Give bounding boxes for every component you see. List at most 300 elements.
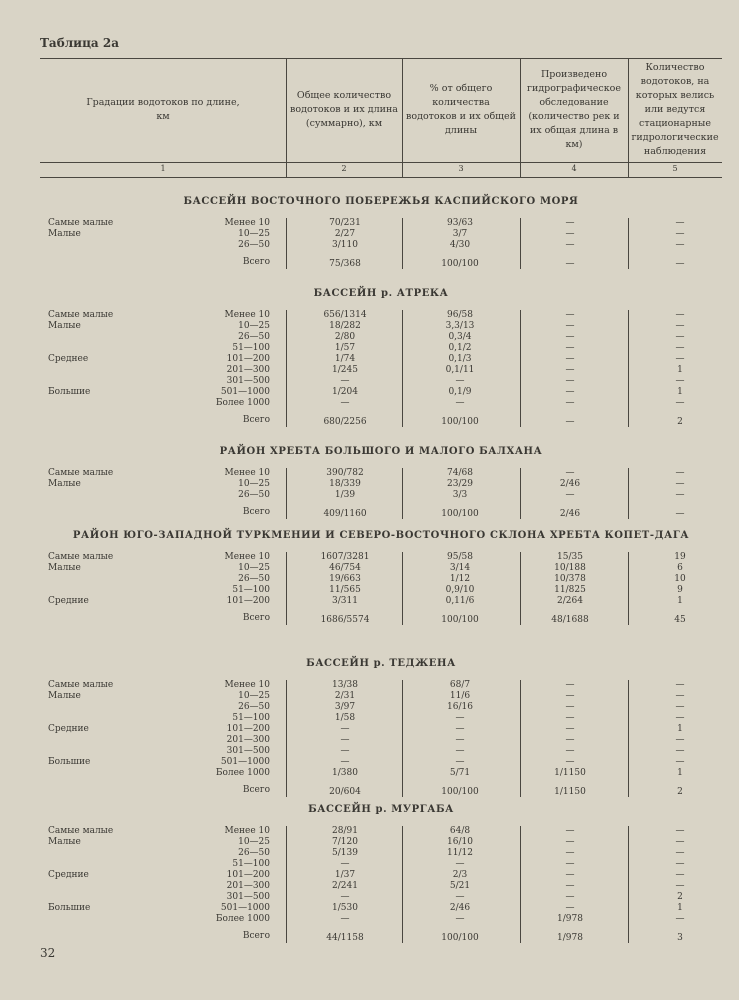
- percent-value: 64/8: [449, 826, 471, 836]
- column-separator: [402, 218, 403, 269]
- surveyed-value: —: [565, 354, 575, 364]
- length-range: 10—25: [238, 837, 270, 847]
- category-label: Большие: [48, 757, 91, 767]
- table-row: [40, 892, 722, 903]
- percent-value: 11/6: [449, 691, 471, 701]
- stations-value: —: [675, 398, 685, 408]
- stations-value: —: [675, 691, 685, 701]
- category-label: Самые малые: [48, 310, 114, 320]
- surveyed-value: —: [565, 713, 575, 723]
- percent-value: 1/12: [449, 574, 471, 584]
- total-surveyed: —: [565, 417, 575, 427]
- length-range: 301—500: [226, 892, 270, 902]
- table-row: [40, 713, 722, 724]
- table-row: [40, 490, 722, 501]
- surveyed-value: 1/1150: [554, 768, 586, 778]
- count-length-value: —: [340, 746, 350, 756]
- percent-value: —: [455, 735, 465, 745]
- stations-value: —: [675, 680, 685, 690]
- column-separator: [402, 826, 403, 943]
- count-length-value: 1/37: [334, 870, 356, 880]
- table-row: [40, 365, 722, 376]
- percent-value: 96/58: [447, 310, 473, 320]
- surveyed-value: —: [565, 826, 575, 836]
- table-row: [40, 596, 722, 607]
- column-separator: [286, 552, 287, 625]
- count-length-value: 46/754: [329, 563, 361, 573]
- percent-value: 2/3: [452, 870, 468, 880]
- length-range: 201—300: [226, 365, 270, 375]
- total-percent: 100/100: [441, 509, 479, 519]
- surveyed-value: —: [565, 240, 575, 250]
- length-range: Менее 10: [224, 310, 270, 320]
- category-label: Среднее: [48, 354, 89, 364]
- column-separator: [628, 218, 629, 269]
- percent-value: 3/3: [452, 490, 468, 500]
- length-range: 10—25: [238, 563, 270, 573]
- column-separator: [628, 552, 629, 625]
- table-row: [40, 848, 722, 859]
- percent-value: 11/12: [447, 848, 473, 858]
- table-row: [40, 398, 722, 409]
- length-range: 10—25: [238, 479, 270, 489]
- count-length-value: 3/110: [332, 240, 358, 250]
- length-range: Менее 10: [224, 468, 270, 478]
- length-range: 26—50: [238, 332, 270, 342]
- surveyed-value: —: [565, 490, 575, 500]
- count-length-value: 2/241: [332, 881, 358, 891]
- total-label: Всего: [242, 507, 270, 517]
- length-range: 10—25: [238, 691, 270, 701]
- total-surveyed: 2/46: [559, 509, 581, 519]
- total-row: [40, 785, 722, 796]
- table-row: [40, 914, 722, 925]
- stations-value: 2: [677, 892, 683, 902]
- category-label: Самые малые: [48, 552, 114, 562]
- surveyed-value: —: [565, 870, 575, 880]
- count-length-value: —: [340, 398, 350, 408]
- length-range: Менее 10: [224, 552, 270, 562]
- percent-value: —: [455, 724, 465, 734]
- stations-value: —: [675, 870, 685, 880]
- count-length-value: 1/530: [332, 903, 358, 913]
- column-separator: [628, 468, 629, 519]
- percent-value: 3,3/13: [445, 321, 475, 331]
- stations-value: 10: [674, 574, 686, 584]
- category-label: Самые малые: [48, 826, 114, 836]
- length-range: 26—50: [238, 574, 270, 584]
- table-row: [40, 468, 722, 479]
- surveyed-value: —: [565, 332, 575, 342]
- stations-value: 1: [677, 903, 683, 913]
- surveyed-value: 10/188: [554, 563, 586, 573]
- total-percent: 100/100: [441, 787, 479, 797]
- surveyed-value: —: [565, 746, 575, 756]
- surveyed-value: —: [565, 724, 575, 734]
- count-length-value: 28/91: [332, 826, 358, 836]
- header-col-num: 3: [458, 164, 464, 173]
- column-separator: [520, 680, 521, 797]
- table-row: [40, 343, 722, 354]
- percent-value: 0,3/4: [448, 332, 472, 342]
- column-separator: [628, 826, 629, 943]
- count-length-value: 1607/3281: [320, 552, 370, 562]
- category-label: Средние: [48, 724, 89, 734]
- percent-value: 4/30: [449, 240, 471, 250]
- length-range: Менее 10: [224, 218, 270, 228]
- stations-value: —: [675, 229, 685, 239]
- column-separator: [628, 680, 629, 797]
- column-separator: [520, 468, 521, 519]
- surveyed-value: —: [565, 680, 575, 690]
- total-row: [40, 507, 722, 518]
- total-label: Всего: [242, 257, 270, 267]
- count-length-value: —: [340, 735, 350, 745]
- count-length-value: 1/204: [332, 387, 358, 397]
- count-length-value: 1/39: [334, 490, 356, 500]
- table-row: [40, 870, 722, 881]
- total-surveyed: 1/978: [557, 933, 583, 943]
- total-stations: 2: [677, 417, 683, 427]
- category-label: Большие: [48, 387, 91, 397]
- table-row: [40, 240, 722, 251]
- total-row: [40, 931, 722, 942]
- column-separator: [520, 310, 521, 427]
- stations-value: —: [675, 702, 685, 712]
- total-label: Всего: [242, 785, 270, 795]
- category-label: Малые: [48, 691, 81, 701]
- percent-value: 0,1/9: [448, 387, 472, 397]
- category-label: Малые: [48, 229, 81, 239]
- table-row: [40, 310, 722, 321]
- count-length-value: 7/120: [332, 837, 358, 847]
- total-label: Всего: [242, 931, 270, 941]
- surveyed-value: 2/264: [557, 596, 583, 606]
- stations-value: —: [675, 321, 685, 331]
- surveyed-value: —: [565, 376, 575, 386]
- total-surveyed: —: [565, 259, 575, 269]
- surveyed-value: —: [565, 218, 575, 228]
- table-caption: Таблица 2а: [40, 36, 120, 50]
- percent-value: 0,1/2: [448, 343, 472, 353]
- table-row: [40, 585, 722, 596]
- category-label: Самые малые: [48, 468, 114, 478]
- column-separator: [286, 680, 287, 797]
- percent-value: 93/63: [447, 218, 473, 228]
- total-count-length: 44/1158: [326, 933, 364, 943]
- total-percent: 100/100: [441, 259, 479, 269]
- surveyed-value: —: [565, 881, 575, 891]
- table-row: [40, 229, 722, 240]
- percent-value: —: [455, 746, 465, 756]
- count-length-value: 3/97: [334, 702, 356, 712]
- section-title: БАССЕЙН р. АТРЕКА: [313, 288, 449, 299]
- header-col-num: 4: [571, 164, 577, 173]
- length-range: 101—200: [226, 870, 270, 880]
- surveyed-value: —: [565, 321, 575, 331]
- percent-value: 74/68: [447, 468, 473, 478]
- total-stations: 3: [677, 933, 683, 943]
- category-label: Средние: [48, 596, 89, 606]
- stations-value: —: [675, 914, 685, 924]
- table-row: [40, 354, 722, 365]
- total-label: Всего: [242, 415, 270, 425]
- surveyed-value: —: [565, 702, 575, 712]
- table-row: [40, 691, 722, 702]
- surveyed-value: —: [565, 837, 575, 847]
- percent-value: 0,1/3: [448, 354, 472, 364]
- surveyed-value: —: [565, 757, 575, 767]
- count-length-value: 19/663: [329, 574, 361, 584]
- percent-value: —: [455, 914, 465, 924]
- percent-value: 68/7: [449, 680, 471, 690]
- length-range: 26—50: [238, 702, 270, 712]
- percent-value: —: [455, 376, 465, 386]
- header-col-num: 5: [672, 164, 678, 173]
- count-length-value: 2/80: [334, 332, 356, 342]
- total-row: [40, 415, 722, 426]
- length-range: 501—1000: [220, 903, 270, 913]
- count-length-value: 3/311: [332, 596, 358, 606]
- total-row: [40, 257, 722, 268]
- percent-value: 95/58: [447, 552, 473, 562]
- length-range: 201—300: [226, 735, 270, 745]
- stations-value: —: [675, 859, 685, 869]
- table-row: [40, 218, 722, 229]
- count-length-value: 1/58: [334, 713, 356, 723]
- length-range: 51—100: [232, 343, 270, 353]
- total-surveyed: 1/1150: [554, 787, 586, 797]
- category-label: Малые: [48, 479, 81, 489]
- column-separator: [402, 310, 403, 427]
- length-range: 101—200: [226, 724, 270, 734]
- percent-value: 0,9/10: [445, 585, 475, 595]
- surveyed-value: —: [565, 310, 575, 320]
- surveyed-value: —: [565, 859, 575, 869]
- surveyed-value: 1/978: [557, 914, 583, 924]
- stations-value: 1: [677, 768, 683, 778]
- total-surveyed: 48/1688: [551, 615, 589, 625]
- stations-value: —: [675, 837, 685, 847]
- stations-value: —: [675, 881, 685, 891]
- column-separator: [402, 552, 403, 625]
- count-length-value: 18/339: [329, 479, 361, 489]
- table-header: [40, 58, 722, 178]
- stations-value: —: [675, 332, 685, 342]
- table-row: [40, 859, 722, 870]
- count-length-value: 5/139: [332, 848, 358, 858]
- count-length-value: 656/1314: [323, 310, 367, 320]
- table-row: [40, 552, 722, 563]
- stations-value: —: [675, 376, 685, 386]
- table-row: [40, 479, 722, 490]
- surveyed-value: —: [565, 365, 575, 375]
- stations-value: —: [675, 354, 685, 364]
- column-separator: [520, 552, 521, 625]
- count-length-value: —: [340, 724, 350, 734]
- percent-value: 5/21: [449, 881, 471, 891]
- stations-value: —: [675, 848, 685, 858]
- table-row: [40, 757, 722, 768]
- table-row: [40, 321, 722, 332]
- table-row: [40, 735, 722, 746]
- length-range: 201—300: [226, 881, 270, 891]
- column-separator: [402, 468, 403, 519]
- total-stations: 45: [674, 615, 686, 625]
- total-stations: —: [675, 259, 685, 269]
- stations-value: 1: [677, 596, 683, 606]
- table-row: [40, 680, 722, 691]
- count-length-value: —: [340, 859, 350, 869]
- count-length-value: 13/38: [332, 680, 358, 690]
- percent-value: 3/14: [449, 563, 471, 573]
- category-label: Малые: [48, 837, 81, 847]
- table-row: [40, 837, 722, 848]
- category-label: Малые: [48, 321, 81, 331]
- stations-value: —: [675, 343, 685, 353]
- surveyed-value: —: [565, 343, 575, 353]
- count-length-value: —: [340, 757, 350, 767]
- column-separator: [628, 310, 629, 427]
- stations-value: 19: [674, 552, 686, 562]
- count-length-value: 1/380: [332, 768, 358, 778]
- stations-value: —: [675, 490, 685, 500]
- total-count-length: 75/368: [329, 259, 361, 269]
- total-stations: 2: [677, 787, 683, 797]
- count-length-value: 390/782: [326, 468, 364, 478]
- count-length-value: —: [340, 892, 350, 902]
- header-col-num: 2: [341, 164, 347, 173]
- header-col-2: Общее количество водотоков и их длина (суммарно), км: [290, 90, 398, 129]
- stations-value: —: [675, 757, 685, 767]
- stations-value: 9: [677, 585, 683, 595]
- stations-value: 1: [677, 387, 683, 397]
- length-range: 301—500: [226, 746, 270, 756]
- percent-value: —: [455, 757, 465, 767]
- surveyed-value: —: [565, 398, 575, 408]
- table-row: [40, 574, 722, 585]
- percent-value: 2/46: [449, 903, 471, 913]
- length-range: Менее 10: [224, 826, 270, 836]
- surveyed-value: —: [565, 892, 575, 902]
- column-separator: [286, 468, 287, 519]
- page-number: 32: [40, 946, 56, 960]
- table-row: [40, 332, 722, 343]
- category-label: Средние: [48, 870, 89, 880]
- percent-value: 5/71: [449, 768, 471, 778]
- category-label: Малые: [48, 563, 81, 573]
- table-row: [40, 768, 722, 779]
- table-row: [40, 746, 722, 757]
- length-range: Менее 10: [224, 680, 270, 690]
- length-range: 10—25: [238, 229, 270, 239]
- stations-value: —: [675, 479, 685, 489]
- stations-value: —: [675, 218, 685, 228]
- stations-value: —: [675, 240, 685, 250]
- length-range: 51—100: [232, 859, 270, 869]
- percent-value: 0,11/6: [445, 596, 475, 606]
- stations-value: 6: [677, 563, 683, 573]
- section-title: РАЙОН ХРЕБТА БОЛЬШОГО И МАЛОГО БАЛХАНА: [219, 446, 543, 457]
- percent-value: —: [455, 892, 465, 902]
- column-separator: [286, 826, 287, 943]
- header-col-num: 1: [160, 164, 166, 173]
- count-length-value: 1/57: [334, 343, 356, 353]
- total-stations: —: [675, 509, 685, 519]
- surveyed-value: —: [565, 735, 575, 745]
- section-title: БАССЕЙН р. МУРГАБА: [308, 804, 454, 815]
- count-length-value: 1/245: [332, 365, 358, 375]
- surveyed-value: —: [565, 229, 575, 239]
- total-count-length: 680/2256: [323, 417, 367, 427]
- length-range: 26—50: [238, 848, 270, 858]
- total-percent: 100/100: [441, 417, 479, 427]
- percent-value: 23/29: [447, 479, 473, 489]
- stations-value: —: [675, 735, 685, 745]
- column-separator: [520, 218, 521, 269]
- column-separator: [520, 826, 521, 943]
- count-length-value: 70/231: [329, 218, 361, 228]
- surveyed-value: —: [565, 387, 575, 397]
- column-separator: [286, 310, 287, 427]
- percent-value: —: [455, 859, 465, 869]
- surveyed-value: 10/378: [554, 574, 586, 584]
- stations-value: —: [675, 468, 685, 478]
- table-row: [40, 376, 722, 387]
- total-row: [40, 613, 722, 624]
- category-label: Самые малые: [48, 218, 114, 228]
- percent-value: 3/7: [452, 229, 468, 239]
- column-separator: [402, 680, 403, 797]
- percent-value: —: [455, 398, 465, 408]
- total-count-length: 1686/5574: [320, 615, 370, 625]
- surveyed-value: 11/825: [554, 585, 586, 595]
- header-col-1: Градации водотоков по длине, км: [86, 97, 240, 122]
- total-count-length: 20/604: [329, 787, 361, 797]
- percent-value: 16/16: [447, 702, 473, 712]
- length-range: 301—500: [226, 376, 270, 386]
- stations-value: 1: [677, 365, 683, 375]
- length-range: 101—200: [226, 354, 270, 364]
- table-row: [40, 702, 722, 713]
- total-label: Всего: [242, 613, 270, 623]
- percent-value: 0,1/11: [445, 365, 475, 375]
- table-row: [40, 826, 722, 837]
- stations-value: —: [675, 713, 685, 723]
- surveyed-value: 15/35: [557, 552, 583, 562]
- count-length-value: 11/565: [329, 585, 361, 595]
- total-count-length: 409/1160: [323, 509, 367, 519]
- length-range: 10—25: [238, 321, 270, 331]
- count-length-value: 18/282: [329, 321, 361, 331]
- length-range: 51—100: [232, 713, 270, 723]
- length-range: 26—50: [238, 490, 270, 500]
- length-range: 501—1000: [220, 757, 270, 767]
- length-range: Более 1000: [215, 768, 270, 778]
- length-range: Более 1000: [215, 914, 270, 924]
- surveyed-value: —: [565, 691, 575, 701]
- section-title: БАССЕЙН ВОСТОЧНОГО ПОБЕРЕЖЬЯ КАСПИЙСКОГО МОРЯ: [183, 196, 579, 207]
- stations-value: —: [675, 746, 685, 756]
- column-separator: [286, 218, 287, 269]
- count-length-value: 1/74: [334, 354, 356, 364]
- length-range: 501—1000: [220, 387, 270, 397]
- surveyed-value: 2/46: [559, 479, 581, 489]
- stations-value: —: [675, 310, 685, 320]
- length-range: 51—100: [232, 585, 270, 595]
- stations-value: —: [675, 826, 685, 836]
- total-percent: 100/100: [441, 933, 479, 943]
